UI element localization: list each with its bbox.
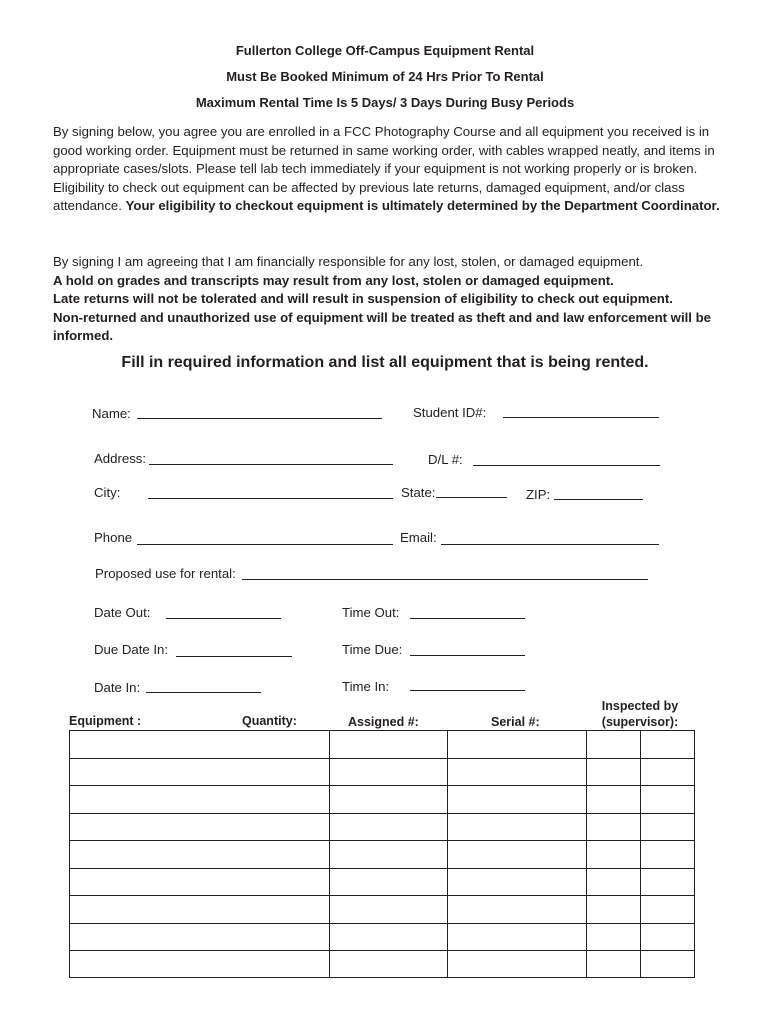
phone-label: Phone: [94, 530, 133, 545]
table-column-line: [640, 730, 641, 978]
table-row-line: [69, 977, 695, 978]
dl-field[interactable]: [473, 465, 660, 466]
table-row-line: [69, 730, 695, 731]
agreement-paragraph-2: [53, 253, 729, 346]
form-instructions-heading: Fill in required information and list all equipment that is being rented.: [121, 354, 649, 371]
table-column-line: [329, 730, 330, 978]
proposed-use-field[interactable]: [242, 579, 648, 580]
date-in-field[interactable]: [146, 692, 261, 693]
date-out-label: Date Out:: [94, 605, 151, 620]
agreement-paragraph-1: [53, 123, 729, 216]
due-date-in-label: Due Date In:: [94, 642, 169, 657]
inspected-header-line1: Inspected by: [601, 699, 679, 713]
time-due-label: Time Due:: [342, 642, 403, 657]
address-label: Address:: [94, 451, 147, 466]
assigned-header: Assigned #:: [348, 715, 419, 729]
student-id-field[interactable]: [503, 417, 659, 418]
table-column-line: [586, 730, 587, 978]
table-row-line: [69, 785, 695, 786]
time-in-field[interactable]: [410, 690, 525, 691]
booking-notice: Must Be Booked Minimum of 24 Hrs Prior To Rental: [226, 69, 544, 84]
dl-label: D/L #:: [428, 452, 463, 467]
inspected-header: [587, 698, 693, 730]
table-column-line: [69, 730, 70, 978]
email-label: Email:: [400, 530, 437, 545]
table-row-line: [69, 950, 695, 951]
table-column-line: [694, 730, 695, 978]
proposed-use-label: Proposed use for rental:: [95, 566, 236, 581]
address-field[interactable]: [149, 464, 393, 465]
email-field[interactable]: [441, 544, 659, 545]
date-out-field[interactable]: [166, 618, 281, 619]
time-out-label: Time Out:: [342, 605, 400, 620]
equipment-table: [69, 730, 695, 978]
table-row-line: [69, 923, 695, 924]
form-title: Fullerton College Off-Campus Equipment Rental: [235, 43, 535, 58]
agreement-p2-text: By signing I am agreeing that I am financially responsible for any lost, stolen, or damaged equipment.: [53, 254, 644, 269]
agreement-p2-bold-1: A hold on grades and transcripts may result from any lost, stolen or damaged equipment.: [53, 272, 614, 288]
time-out-field[interactable]: [410, 618, 525, 619]
city-field[interactable]: [148, 498, 393, 499]
agreement-p2-bold-3: Non-returned and unauthorized use of equipment will be treated as theft and and law enforcement will be informed.: [53, 309, 711, 344]
phone-field[interactable]: [137, 544, 393, 545]
name-label: Name:: [92, 406, 131, 421]
equipment-header: Equipment :: [69, 714, 142, 728]
state-field[interactable]: [436, 497, 507, 498]
state-label: State:: [401, 485, 436, 500]
time-in-label: Time In:: [342, 679, 390, 694]
rental-time-notice: Maximum Rental Time Is 5 Days/ 3 Days During Busy Periods: [195, 95, 575, 110]
city-label: City:: [94, 485, 121, 500]
table-row-line: [69, 868, 695, 869]
name-field[interactable]: [137, 418, 382, 419]
table-row-line: [69, 840, 695, 841]
date-in-label: Date In:: [94, 680, 141, 695]
due-date-in-field[interactable]: [176, 656, 292, 657]
zip-label: ZIP:: [526, 487, 551, 502]
agreement-p2-bold-2: Late returns will not be tolerated and will result in suspension of eligibility to check out equipment.: [53, 291, 673, 307]
serial-header: Serial #:: [491, 715, 540, 729]
agreement-p1-text: By signing below, you agree you are enrolled in a FCC Photography Course and all equipment you received is in good working order. Equipment must be returned in same working order, with cables wrapped neatly, and items in appropriate cases/slots. Please tell lab tech immediately if your equipment is not working properly or is broken. Eligibility to check out equipment can be affected by previous late returns, damaged equipment, and/or class attendance.: [53, 124, 715, 214]
table-row-line: [69, 758, 695, 759]
student-id-label: Student ID#:: [413, 405, 487, 420]
table-column-line: [447, 730, 448, 978]
agreement-p1-bold: Your eligibility to checkout equipment is ultimately determined by the Department Coordinator.: [125, 198, 720, 214]
table-row-line: [69, 813, 695, 814]
zip-field[interactable]: [554, 499, 643, 500]
quantity-header: Quantity:: [242, 714, 297, 728]
inspected-header-line2: (supervisor):: [601, 715, 679, 729]
time-due-field[interactable]: [410, 655, 525, 656]
table-row-line: [69, 895, 695, 896]
